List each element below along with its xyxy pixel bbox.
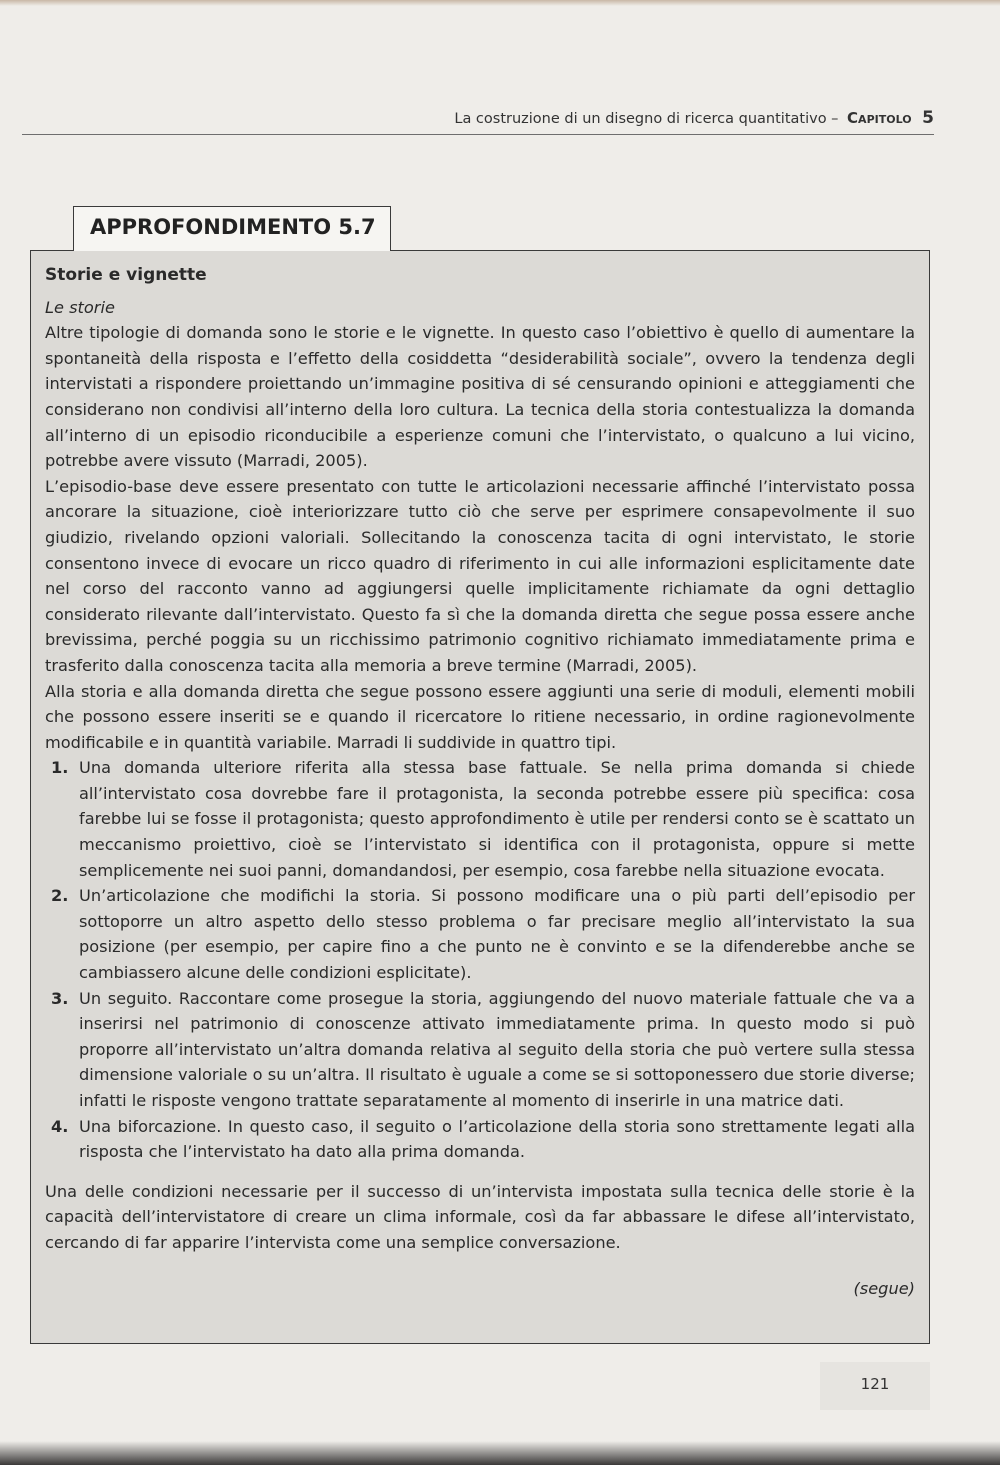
box-subheading: Le storie	[45, 297, 115, 317]
paragraph: Alla storia e alla domanda diretta che segue possono essere aggiunti una serie di moduli, elementi mobili che possono essere inseriti se e quando il ricercatore lo ritiene necessario, in ordine ragionevolmente modificabile e in quantità variabile. Marradi li suddivide in quattro tipi.	[45, 681, 915, 752]
list-text: Una biforcazione. In questo caso, il seguito o l’articolazione della storia sono strettamente legati alla risposta che l’intervistato ha dato alla prima domanda.	[79, 1116, 915, 1162]
list-item	[45, 986, 915, 1114]
continues-note: (segue)	[853, 1278, 915, 1298]
closing-paragraph: Una delle condizioni necessarie per il successo di un’intervista impostata sulla tecnica delle storie è la capacità dell’intervistatore di creare un clima informale, così da far abbassare le difese all’intervistato, cercando di far apparire l’intervista come una semplice conversazione.	[45, 1181, 915, 1252]
bottom-shadow	[0, 1441, 1000, 1465]
box-label: APPROFONDIMENTO 5.7	[73, 206, 391, 251]
list-number: 2.	[51, 886, 69, 906]
list-text: Un’articolazione che modifichi la storia. Si possono modificare una o più parti dell’episodio per sottoporre un altro aspetto dello stesso problema o far precisare meglio all’intervistato la sua posizione (per esempio, per capire fino a che punto ne è convinto e se la difenderebbe anche se cambiassero alcune delle condizioni esplicitate).	[79, 886, 915, 983]
list-text: Un seguito. Raccontare come prosegue la storia, aggiungendo del nuovo materiale fattuale che va a inserirsi nel patrimonio di conoscenze attivato immediatamente prima. In questo modo si può proporre all’intervistato un’altra domanda relativa al seguito della storia che può vertere sulla stessa dimensione valoriale o su un’altra. Il risultato è uguale a come se si sottoponessero due storie diverse; infatti le risposte vengono trattate separatamente al momento di inserirle in una matrice dati.	[79, 988, 915, 1110]
list-item	[45, 883, 915, 985]
paragraph: Altre tipologie di domanda sono le storie e le vignette. In questo caso l’obiettivo è quello di aumentare la spontaneità della risposta e l’effetto della cosiddetta “desiderabilità sociale”, ovvero la tendenza degli intervistati a rispondere proiettando un’immagine positiva di sé censurando opinioni e atteggiamenti che considerano non condivisi all’interno della loro cultura. La tecnica della storia contestualizza la domanda all’interno di un episodio riconducibile a esperienze comuni che l’intervistato, o qualcuno a lui vicino, potrebbe avere vissuto (Marradi, 2005).	[45, 323, 915, 471]
chapter-label: Capitolo	[847, 109, 912, 127]
list-number: 1.	[51, 758, 69, 778]
numbered-list	[45, 755, 915, 1165]
list-number: 4.	[51, 1116, 69, 1136]
list-item	[45, 1114, 915, 1165]
list-number: 3.	[51, 988, 69, 1008]
running-header	[22, 108, 934, 135]
page-number: 121	[820, 1362, 930, 1410]
box-heading: Storie e vignette	[45, 265, 207, 285]
running-head-title: La costruzione di un disegno di ricerca quantitativo –	[454, 111, 839, 127]
chapter-number: 5	[922, 108, 934, 128]
paragraph: L’episodio-base deve essere presentato con tutte le articolazioni necessarie affinché l’intervistato possa ancorare la situazione, cioè interiorizzare tutto ciò che serve per esprimere consapevolmente il suo giudizio, rivelando opzioni valoriali. Sollecitando la conoscenza tacita di ogni intervistato, le storie consentono invece di evocare un ricco quadro di riferimento in cui alle informazioni esplicitamente date nel corso del racconto vanno ad aggiungersi quelle implicitamente richiamate da ogni dettaglio considerato rilevante dall’intervistato. Questo fa sì che la domanda diretta che segue possa essere anche brevissima, perché poggia su un ricchissimo patrimonio cognitivo richiamato immediatamente prima e trasferito dalla conoscenza tacita alla memoria a breve termine (Marradi, 2005).	[45, 476, 915, 675]
page-top-edge	[0, 0, 1000, 6]
insight-box	[30, 250, 930, 1344]
list-item	[45, 755, 915, 883]
list-text: Una domanda ulteriore riferita alla stessa base fattuale. Se nella prima domanda si chiede all’intervistato cosa dovrebbe fare il protagonista, la seconda potrebbe essere più specifica: cosa farebbe lui se fosse il protagonista; questo approfondimento è utile per rendersi conto se è scattato un meccanismo proiettivo, cioè se l’intervistato si identifica con il protagonista, oppure si mette semplicemente nei suoi panni, domandandosi, per esempio, cosa farebbe nella situazione evocata.	[79, 758, 915, 880]
